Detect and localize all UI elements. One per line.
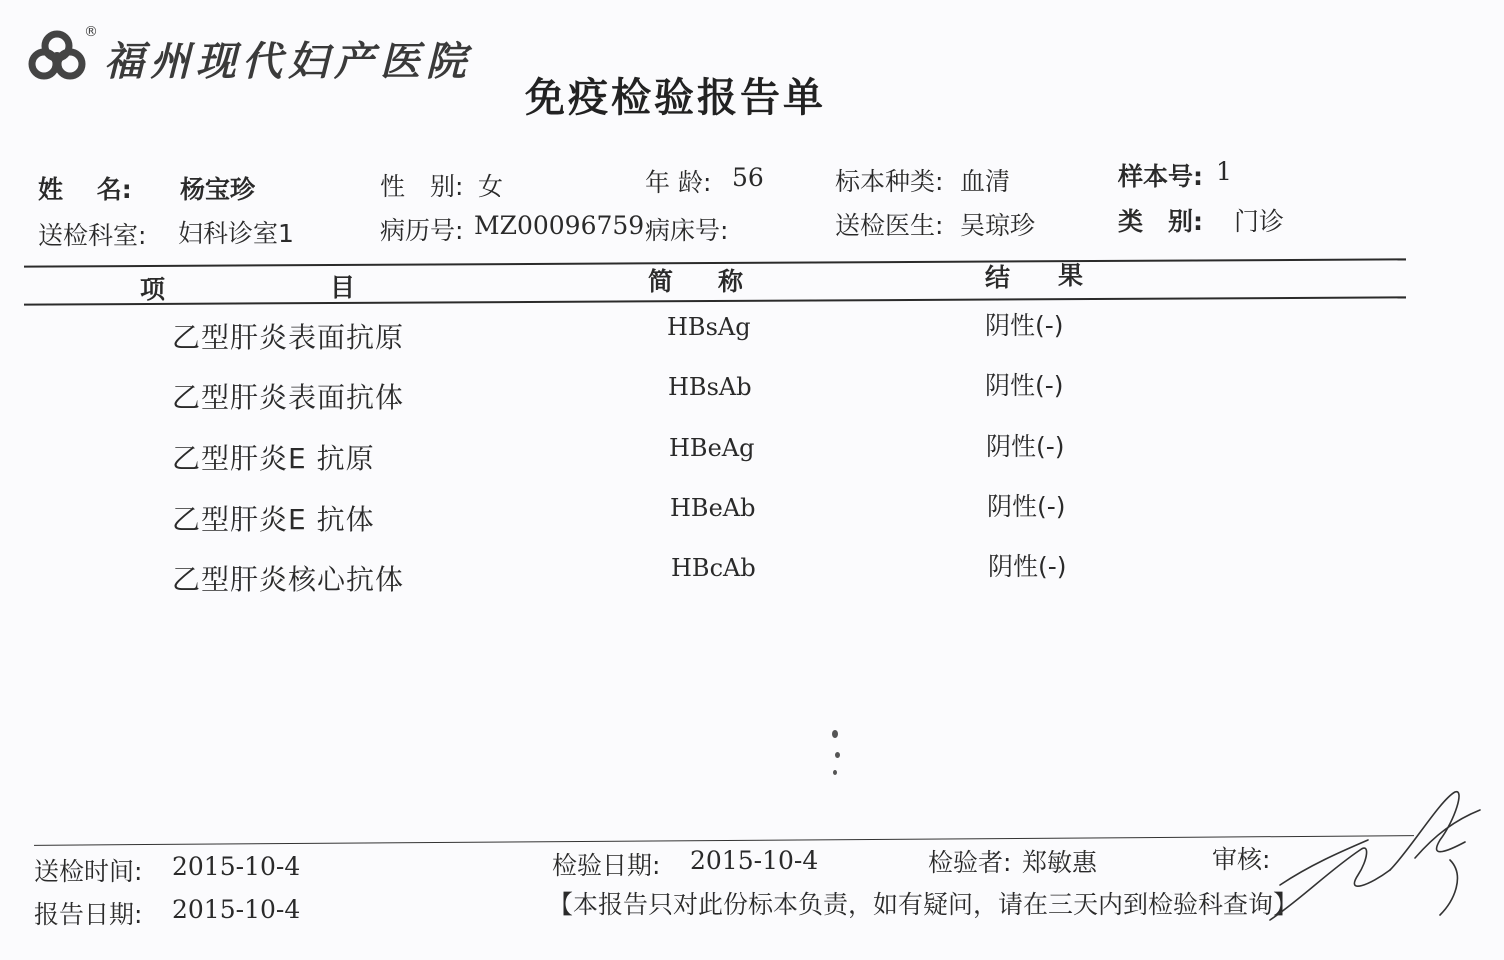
row-abbr-1: HBsAg xyxy=(667,313,751,341)
doctor-value: 吴琼珍 xyxy=(960,211,1036,240)
header-item-right: 目 xyxy=(330,273,356,302)
tester-value: 郑敏惠 xyxy=(1022,848,1098,877)
record-no-label: 病历号: xyxy=(380,216,464,245)
tester-label: 检验者: xyxy=(928,848,1012,877)
test-date-value: 2015-10-4 xyxy=(690,846,819,875)
specimen-type-value: 血清 xyxy=(960,167,1011,196)
report-title: 免疫检验报告单 xyxy=(525,75,826,121)
bed-no-label: 病床号: xyxy=(645,216,729,245)
row-result-2: 阴性(-) xyxy=(985,371,1064,400)
row-item-2: 乙型肝炎表面抗体 xyxy=(172,381,405,414)
sample-no-value: 1 xyxy=(1216,157,1232,186)
row-result-5: 阴性(-) xyxy=(988,552,1067,581)
submit-time-label: 送检时间: xyxy=(34,857,143,886)
header-bottom-rule xyxy=(24,296,1406,305)
footer-rule xyxy=(34,835,1414,846)
row-abbr-2: HBsAb xyxy=(668,373,752,401)
header-result-right: 果 xyxy=(1058,261,1084,290)
scan-speck xyxy=(832,730,838,738)
report-date-label: 报告日期: xyxy=(34,900,143,929)
header-item-left: 项 xyxy=(140,275,166,304)
test-date-label: 检验日期: xyxy=(552,851,661,880)
reviewer-label: 审核: xyxy=(1212,845,1271,874)
row-item-1: 乙型肝炎表面抗原 xyxy=(172,321,405,354)
scan-speck xyxy=(835,752,840,758)
record-no-value: MZ00096759 xyxy=(474,211,645,240)
row-item-3: 乙型肝炎E 抗原 xyxy=(172,442,375,475)
row-item-4: 乙型肝炎E 抗体 xyxy=(172,503,375,536)
row-result-4: 阴性(-) xyxy=(987,492,1066,521)
row-result-1: 阴性(-) xyxy=(985,311,1064,340)
reviewer-signature xyxy=(1250,780,1490,930)
doctor-label: 送检医生: xyxy=(835,211,944,240)
scan-speck xyxy=(833,770,837,775)
sample-no-label: 样本号: xyxy=(1118,162,1203,191)
disclaimer: 【本报告只对此份标本负责，如有疑问，请在三天内到检验科查询】 xyxy=(548,890,1299,919)
header-abbr-right: 称 xyxy=(718,267,744,296)
department-value: 妇科诊室1 xyxy=(178,219,294,248)
row-abbr-4: HBeAb xyxy=(670,494,756,522)
row-abbr-5: HBcAb xyxy=(671,554,756,582)
department-label: 送检科室: xyxy=(38,221,147,250)
row-item-5: 乙型肝炎核心抗体 xyxy=(172,563,405,596)
row-abbr-3: HBeAg xyxy=(669,434,755,462)
report-date-value: 2015-10-4 xyxy=(172,895,301,924)
age-label: 年 龄: xyxy=(645,168,712,197)
hospital-name: 福州现代妇产医院 xyxy=(104,39,472,85)
category-value: 门诊 xyxy=(1234,207,1285,236)
category-label: 类 别: xyxy=(1118,207,1203,236)
header-result-left: 结 xyxy=(985,263,1011,292)
header-top-rule xyxy=(24,258,1406,267)
hospital-logo-icon xyxy=(22,24,92,94)
header-abbr-left: 简 xyxy=(648,267,674,296)
name-label: 姓 名: xyxy=(38,175,132,204)
row-result-3: 阴性(-) xyxy=(986,432,1065,461)
submit-time-value: 2015-10-4 xyxy=(172,852,301,881)
age-value: 56 xyxy=(732,163,764,192)
specimen-type-label: 标本种类: xyxy=(835,167,944,196)
gender-value: 女 xyxy=(478,172,504,201)
gender-label: 性 别: xyxy=(380,172,464,201)
patient-name: 杨宝珍 xyxy=(180,175,256,204)
registered-mark: ® xyxy=(84,24,98,40)
